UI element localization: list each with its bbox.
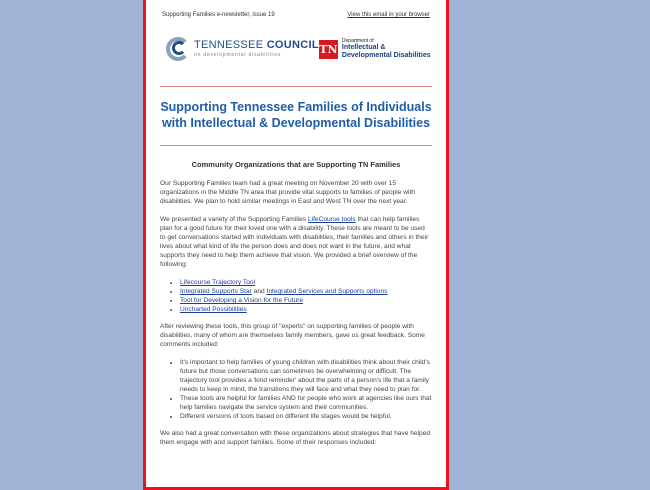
- list-item: • It's important to help families of young children with disabilities think about their child's future but those conversations can sometimes be overwhelming or difficult. The trajectory tool provides a 'kind reminder' about the parts of a person's life that a family needs to keep in mind, the transitions they will face and what they need to plan for.: [180, 358, 432, 394]
- newsletter-headline: Supporting Tennessee Families of Individuals with Intellectual & Developmental Disabilities: [160, 100, 432, 130]
- paragraph-feedback: After reviewing these tools, this group of "experts" on supporting families of people with disabilities, many of whom are themselves family members, gave us great feedback. Some comments included:: [160, 323, 425, 348]
- paragraph-tools: We presented a variety of the Supporting Families LifeCourse tools that can help families plan for a good future for their loved one with a disability. These tools are meant to be used to get conversations started with individuals with disabilities, their families and others in their lives about what kind of life the person does and does not want in the future, and what supports they need to help them achieve that vision. We provided a brief overview of the following:: [160, 216, 429, 268]
- supports-star-link[interactable]: Integrated Supports Star: [180, 288, 252, 295]
- divider: [160, 145, 432, 146]
- paragraph-strategies: We also had a great conversation with these organizations about strategies that have helped them engage with and support families. Some of their responses included:: [160, 430, 431, 446]
- section-title: Community Organizations that are Supporting TN Families: [191, 160, 401, 169]
- article-content: [146, 179, 446, 447]
- vision-tool-link[interactable]: Tool for Developing a Vision for the Future: [180, 297, 304, 304]
- lifecourse-tools-link[interactable]: LifeCourse tools: [307, 216, 356, 223]
- view-in-browser-link[interactable]: View this email in your browser: [347, 12, 430, 18]
- list-item: [180, 296, 432, 305]
- paragraph-meeting: Our Supporting Families team had a great meeting on November 20 with over 15 organizations in the Middle TN area that provide vital supports to families of people with disabilities. We plan to hold similar meetings in East and West TN over the next year.: [160, 180, 415, 205]
- comments-list: [160, 358, 432, 421]
- issue-label: Supporting Families e-newsletter, issue 19: [162, 12, 275, 18]
- uncharted-possibilities-link[interactable]: Uncharted Possibilities: [180, 306, 247, 313]
- tn-logo-icon: TN: [319, 40, 338, 59]
- email-topbar: [146, 0, 446, 18]
- list-item: • Different versions of tools based on different life stages would be helpful.: [180, 412, 432, 421]
- trajectory-tool-link[interactable]: Lifecourse Trajectory Tool: [180, 279, 256, 286]
- council-logo-title: TENNESSEE COUNCIL: [194, 39, 319, 51]
- council-logo-subtitle: on developmental disabilities: [194, 52, 282, 58]
- list-item: • Integrated Supports Star and Integrated Services and Supports options: [180, 287, 432, 296]
- dept-logo-line2: Intellectual &: [341, 44, 386, 52]
- list-item: • These tools are helpful for families AND for people who work at agencies like ours that help families navigate the service system and their communities.: [180, 394, 432, 412]
- list-item: [180, 305, 432, 314]
- logo-row: [146, 18, 446, 66]
- services-supports-options-link[interactable]: Integrated Services and Supports options: [266, 288, 388, 295]
- dept-logo[interactable]: [319, 39, 431, 59]
- council-logo-icon: [166, 37, 190, 61]
- email-body: [143, 0, 449, 490]
- council-logo[interactable]: [166, 37, 319, 61]
- list-item: [180, 278, 432, 287]
- dept-logo-line1: Department of: [341, 38, 374, 45]
- tools-list: [160, 278, 432, 314]
- dept-logo-line3: Developmental Disabilities: [341, 51, 431, 59]
